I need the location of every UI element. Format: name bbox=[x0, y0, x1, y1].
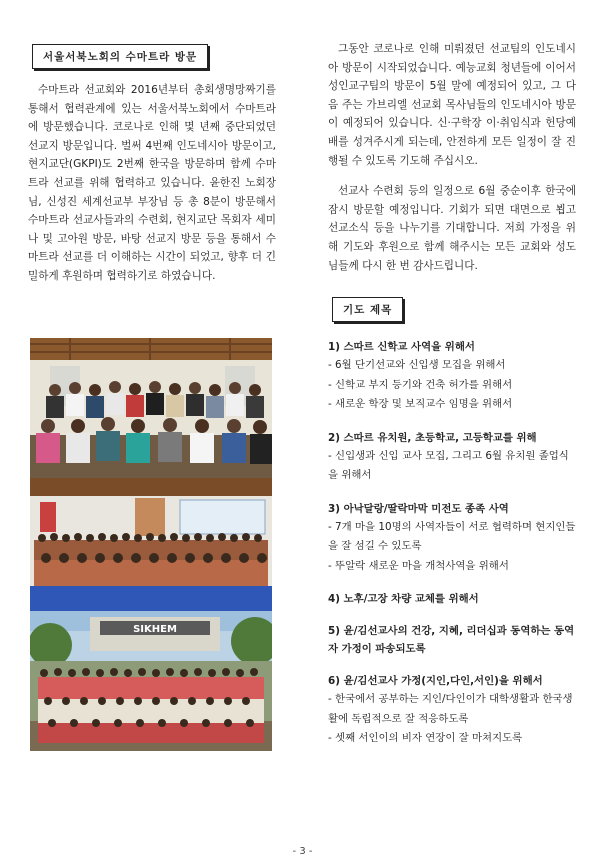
prayer-item-5 bbox=[328, 622, 576, 658]
prayer-list bbox=[328, 338, 576, 749]
photo-collage bbox=[30, 338, 272, 751]
prayer-title: 기도 제목 bbox=[332, 297, 403, 322]
page-number: - 3 - bbox=[292, 846, 313, 857]
left-paragraph: 수마트라 선교회와 2016년부터 총회생명망짜기를 통해서 협력관계에 있는 서울서북노회에서 수마트라에 방문했습니다. 코로나로 인해 몇 년째 중단되었던 선교지 방문입니다. 벌써 4번째 인도네시아 방문이고, 현지교단(GKPI)도 2번째 한국을 방문하며 함께 수마트라 선교를 위해 협력하고 있습니다. 윤한진 노회장님, 신성진 세계선교부 부장님 등 총 8분이 방문해서 수마트라 선교사들과의 수련회, 현지교단 목회자 세미나 및 고아원 방문, 바탕 선교지 방문 등을 통해서 수마트라 선교를 더 이해하는 시간이 되었고, 향후 더 긴밀하게 후원하며 협력하기로 하였습니다. bbox=[28, 84, 276, 282]
prayer-heading: 2) 스따르 유치원, 초등학교, 고등학교를 위해 bbox=[328, 431, 537, 444]
prayer-line: - 신입생과 신입 교사 모집, 그리고 6월 유치원 졸업식을 위해서 bbox=[328, 449, 569, 482]
prayer-line: - 6월 단기선교와 신입생 모집을 위해서 bbox=[328, 359, 506, 372]
prayer-item-4 bbox=[328, 590, 576, 608]
prayer-heading: 3) 아낙달랑/딸락마막 미전도 종족 사역 bbox=[328, 502, 509, 515]
prayer-line: - 새로운 학장 및 보직교수 임명을 위해서 bbox=[328, 398, 513, 411]
group-photo-3 bbox=[30, 611, 272, 751]
prayer-heading: 5) 윤/김선교사의 건강, 지혜, 리더십과 동역하는 동역자 가정이 파송되도록 bbox=[328, 625, 575, 656]
building-sign: SIKHEM bbox=[133, 624, 177, 635]
prayer-line: - 한국에서 공부하는 지인/다인이가 대학생활과 한국생활에 독립적으로 잘 적응하도록 bbox=[328, 693, 573, 725]
group-photo-1 bbox=[30, 338, 272, 478]
prayer-item-1 bbox=[328, 338, 576, 415]
prayer-item-2 bbox=[328, 429, 576, 486]
right-paragraph-2: 선교사 수련회 등의 일정으로 6월 중순이후 한국에 잠시 방문할 예정입니다. 기회가 되면 대면으로 뵙고 선교소식 등을 나누기를 기대합니다. 저희 가정을 위해 기도와 후원으로 함께 해주시는 모든 교회와 성도님들께 다시 한 번 감사드립니다. bbox=[328, 185, 576, 272]
group-photo-2 bbox=[30, 478, 272, 611]
prayer-line: - 셋째 서인이의 비자 연장이 잘 마쳐지도록 bbox=[328, 732, 523, 745]
prayer-heading: 6) 윤/김선교사 가정(지인,다인,서인)을 위해서 bbox=[328, 675, 543, 688]
prayer-line: - 뚜알락 새로운 마을 개척사역을 위해서 bbox=[328, 559, 509, 572]
article-title: 서울서북노회의 수마트라 방문 bbox=[32, 44, 208, 69]
prayer-line: - 7개 마을 10명의 사역자들이 서로 협력하며 현지인들을 잘 섬길 수 있도록 bbox=[328, 520, 576, 553]
prayer-item-3 bbox=[328, 500, 576, 577]
prayer-item-6 bbox=[328, 672, 576, 749]
right-paragraph-1: 그동안 코로나로 인해 미뤄졌던 선교팀의 인도네시아 방문이 시작되었습니다. 예능교회 청년들에 이어서 성인교구팀의 방문이 5월 말에 예정되어 있고, 그 다음 주는 가브리엘 선교회 목사님들의 인도네시아 방문이 예정되어 있습니다. 신·구학장 이·취임식과 헌당예배를 성겨주시게 되는데, 안전하게 모든 일정이 잘 진행될 수 있도록 기도해 주십시오. bbox=[328, 43, 576, 167]
prayer-heading: 4) 노후/고장 차량 교체를 위해서 bbox=[328, 593, 479, 606]
left-column bbox=[28, 44, 276, 286]
right-column bbox=[328, 40, 576, 749]
prayer-line: - 신학교 부지 등기와 건축 허가를 위해서 bbox=[328, 378, 513, 391]
prayer-heading: 1) 스따르 신학교 사역을 위해서 bbox=[328, 341, 475, 354]
